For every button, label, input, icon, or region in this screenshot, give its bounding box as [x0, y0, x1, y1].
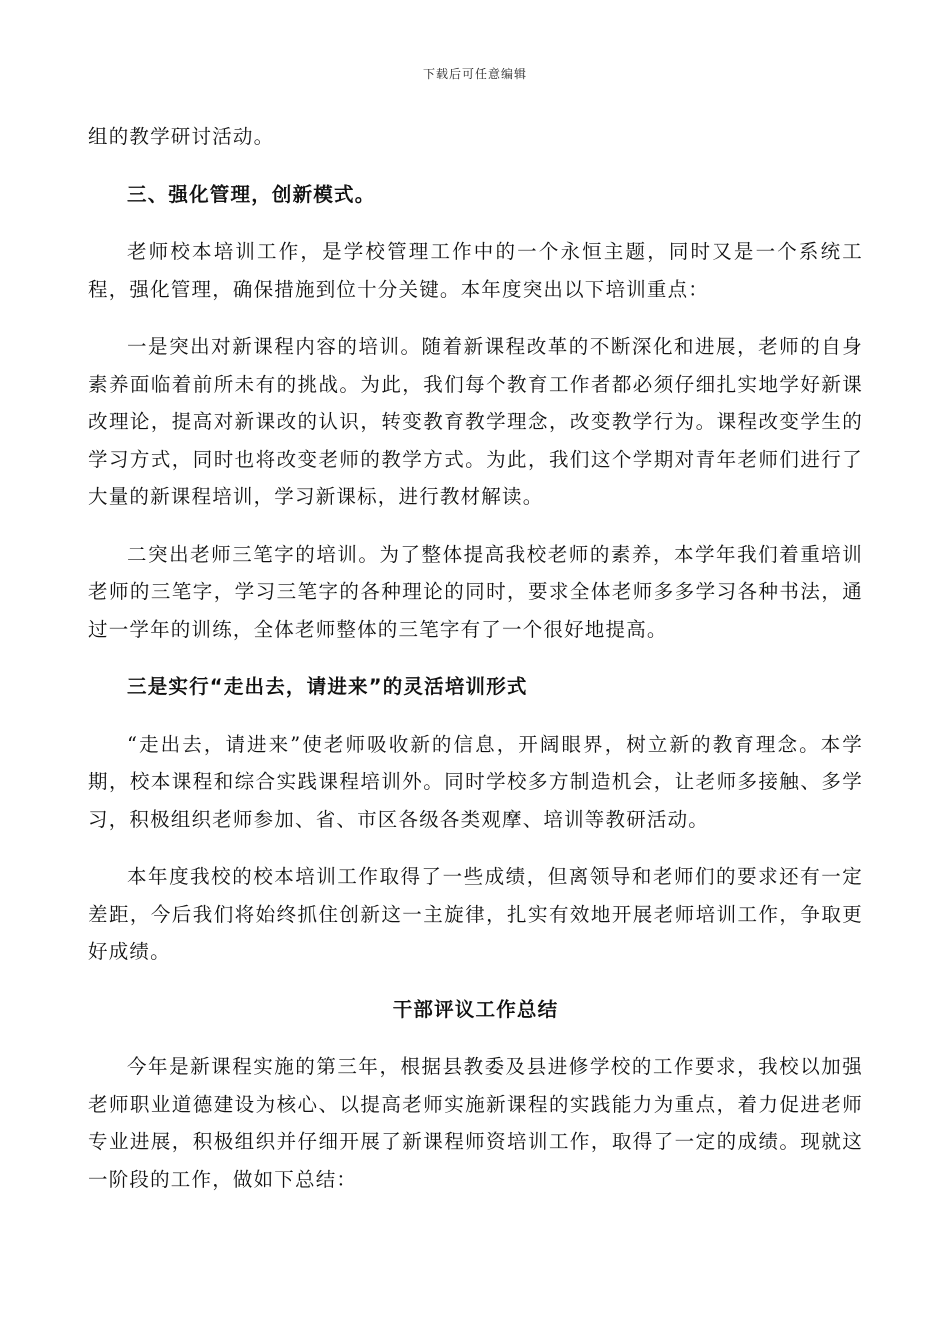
paragraph-management: 老师校本培训工作，是学校管理工作中的一个永恒主题，同时又是一个系统工程，强化管理，确保措施到位十分关键。本年度突出以下培训重点： — [88, 240, 863, 301]
document-title-cadre-review: 干部评议工作总结 — [392, 997, 559, 1021]
paragraph-new-curriculum: 一是突出对新课程内容的培训。随着新课程改革的不断深化和进展，老师的自身素养面临着前所未有的挑战。为此，我们每个教育工作者都必须仔细扎实地学好新课改理论，提高对新课改的认识，转变教育教学理念，改变教学行为。课程改变学生的学习方式，同时也将改变老师的教学方式。为此，我们这个学期对青年老师们进行了大量的新课程培训，学习新课标，进行教材解读。 — [88, 335, 863, 508]
section-heading-3: 三、强化管理，创新模式。 — [127, 182, 376, 206]
document-body — [88, 118, 863, 1198]
subheading-training-form: 三是实行“走出去，请进来”的灵活培训形式 — [127, 675, 528, 698]
paragraph-go-out-invite-in: “走出去，请进来”使老师吸收新的信息，开阔眼界，树立新的教育理念。本学期，校本课程和综合实践课程培训外。同时学校多方制造机会，让老师多接触、多学习，积极组织老师参加、省、市区各级各类观摩、培训等教研活动。 — [88, 732, 863, 831]
paragraph-calligraphy: 二突出老师三笔字的培训。为了整体提高我校老师的素养，本学年我们着重培训老师的三笔字，学习三笔字的各种理论的同时，要求全体老师多多学习各种书法，通过一学年的训练，全体老师整体的三笔字有了一个很好地提高。 — [88, 542, 863, 641]
paragraph-summary-intro: 今年是新课程实施的第三年，根据县教委及县进修学校的工作要求，我校以加强老师职业道德建设为核心、以提高老师实施新课程的实践能力为重点，着力促进老师专业进展，积极组织并仔细开展了新课程师资培训工作，取得了一定的成绩。现就这一阶段的工作，做如下总结： — [88, 1055, 863, 1191]
paragraph-achievements: 本年度我校的校本培训工作取得了一些成绩，但离领导和老师们的要求还有一定差距，今后我们将始终抓住创新这一主旋律，扎实有效地开展老师培训工作，争取更好成绩。 — [88, 865, 863, 963]
page-header-note: 下载后可任意编辑 — [422, 67, 527, 81]
paragraph-continuation: 组的教学研讨活动。 — [88, 125, 275, 148]
